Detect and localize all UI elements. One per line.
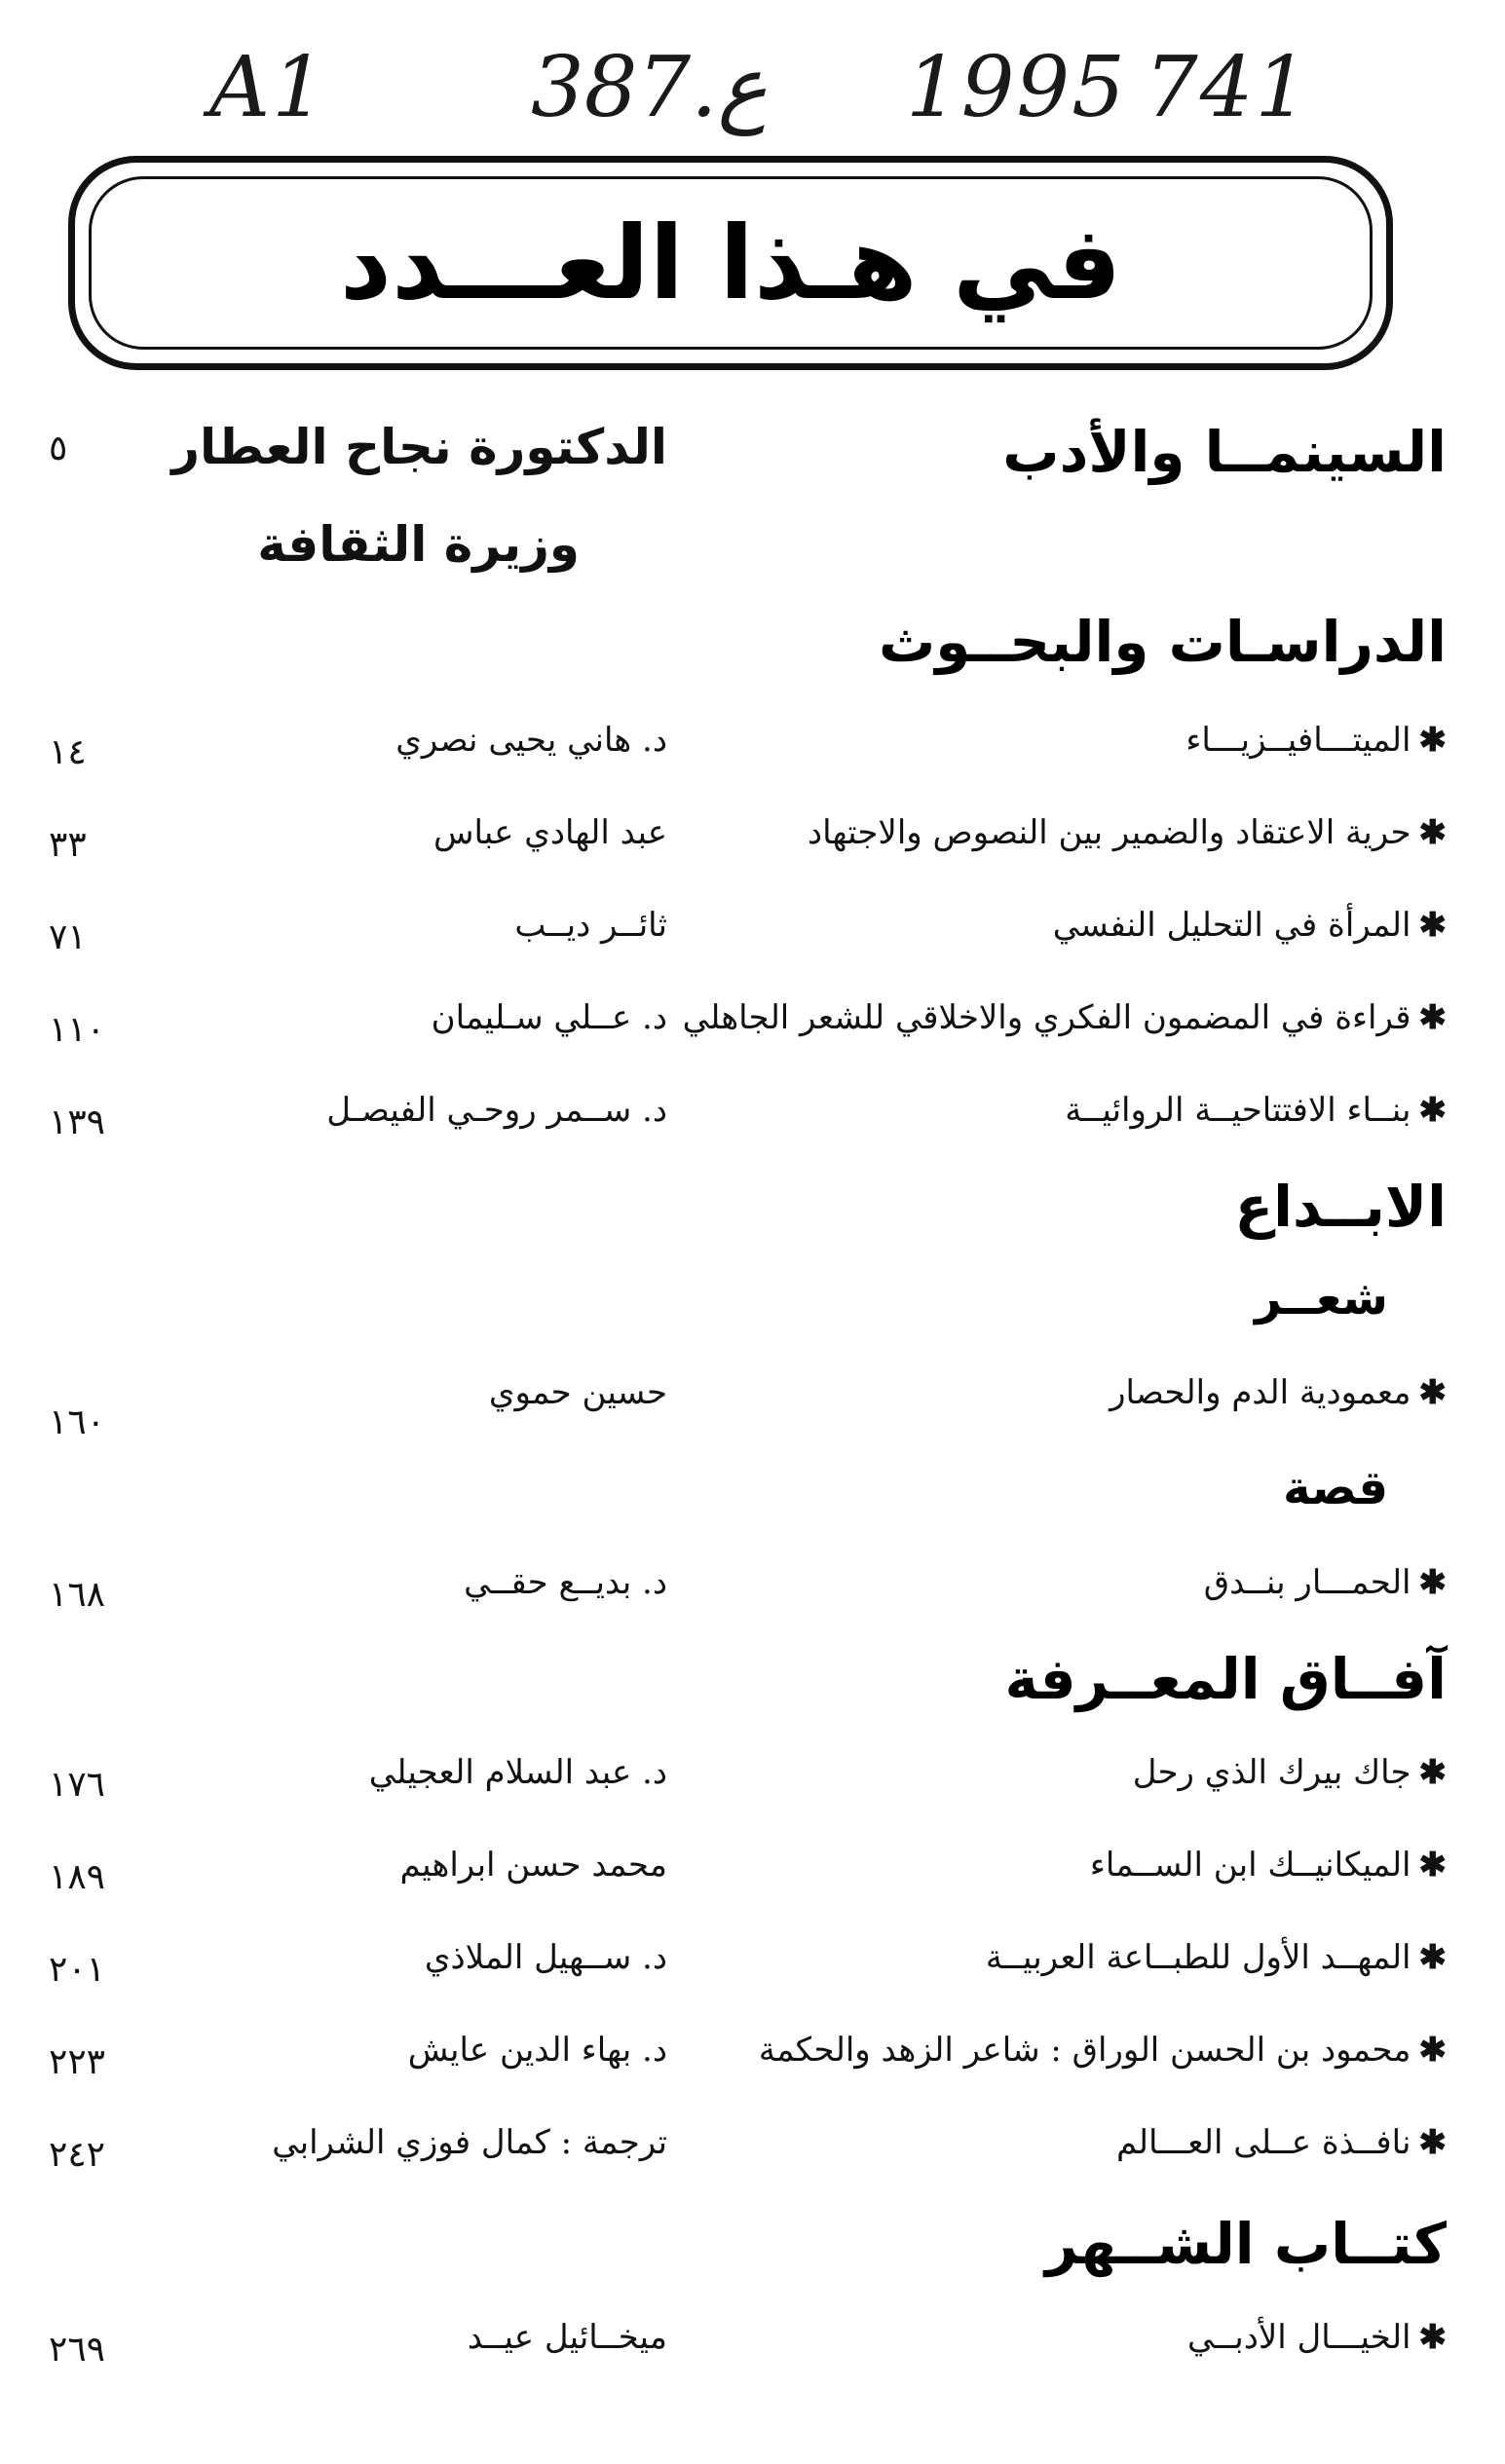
item-page: ١٤ — [49, 732, 87, 772]
section-heading-creativity: الابــداع — [1234, 1174, 1447, 1240]
item-author: د. ســمر روحـي الفيصـل — [326, 1091, 667, 1130]
star-bullet-icon: ✱ — [1418, 1846, 1447, 1885]
item-title: ✱قراءة في المضمون الفكري والاخلاقي للشعر الجاهلي — [682, 998, 1447, 1037]
editorial-author-title: وزيرة الثقافة — [257, 516, 580, 573]
item-title: ✱الحمـــار بنــدق — [1203, 1563, 1447, 1602]
item-title: ✱الخيـــال الأدبــي — [1187, 2318, 1447, 2357]
list-item — [0, 1753, 1505, 1821]
item-page: ٢٦٩ — [49, 2330, 106, 2370]
item-title: ✱نافــذة عــلى العـــالم — [1115, 2123, 1447, 2162]
list-item — [0, 1563, 1505, 1631]
list-item — [0, 1938, 1505, 2006]
star-bullet-icon: ✱ — [1418, 813, 1447, 852]
section-heading-horizons: آفــاق المعــرفة — [1004, 1646, 1447, 1712]
star-bullet-icon: ✱ — [1418, 1938, 1447, 1977]
item-page: ١٣٩ — [49, 1102, 106, 1142]
subsection-heading-story: قصة — [1283, 1461, 1388, 1515]
item-title: ✱الميكانيــك ابن الســماء — [1089, 1846, 1447, 1885]
list-item — [0, 721, 1505, 789]
list-item — [0, 2031, 1505, 2099]
editorial-row — [0, 419, 1505, 487]
star-bullet-icon: ✱ — [1418, 2123, 1447, 2162]
item-author: د. عــلي سـليمان — [431, 998, 667, 1037]
item-author: حسين حموي — [488, 1373, 667, 1412]
item-page: ٧١ — [49, 917, 87, 957]
star-bullet-icon: ✱ — [1418, 1563, 1447, 1602]
item-author: ميخــائيل عيــد — [467, 2318, 667, 2357]
item-author: عبد الهادي عباس — [433, 813, 667, 852]
star-bullet-icon: ✱ — [1418, 2318, 1447, 2357]
item-page: ١٦٠ — [49, 1402, 106, 1442]
star-bullet-icon: ✱ — [1418, 906, 1447, 945]
editorial-author: الدكتورة نجاح العطار — [171, 419, 667, 475]
list-item — [0, 813, 1505, 881]
section-row-horizons — [0, 1646, 1505, 1714]
editorial-page: ٥ — [49, 429, 68, 468]
section-heading-book: كتــاب الشــهر — [1044, 2211, 1447, 2277]
list-item — [0, 906, 1505, 974]
list-item — [0, 1373, 1505, 1441]
list-item — [0, 1846, 1505, 1914]
section-heading-studies: الدراسـات والبحــوث — [878, 609, 1447, 675]
star-bullet-icon: ✱ — [1418, 1753, 1447, 1792]
item-author: د. عبد السلام العجيلي — [368, 1753, 667, 1792]
title-frame — [68, 156, 1393, 370]
list-item — [0, 998, 1505, 1066]
item-author: ترجمة : كمال فوزي الشرابي — [272, 2123, 667, 2162]
editorial-section-heading: السينمــا والأدب — [1002, 419, 1447, 485]
item-page: ١٦٨ — [49, 1575, 106, 1615]
editorial-row-2 — [0, 516, 1505, 584]
star-bullet-icon: ✱ — [1418, 2031, 1447, 2070]
star-bullet-icon: ✱ — [1418, 998, 1447, 1037]
section-row-creativity — [0, 1174, 1505, 1242]
item-title: ✱حرية الاعتقاد والضمير بين النصوص والاجتهاد — [807, 813, 1447, 852]
item-title: ✱معمودية الدم والحصار — [1110, 1373, 1447, 1412]
item-title: ✱الميتـــافيــزيـــاء — [1185, 721, 1447, 760]
item-author: د. بديــع حقــي — [464, 1563, 667, 1602]
item-author: د. هاني يحيى نصري — [395, 721, 667, 760]
list-item — [0, 2123, 1505, 2191]
subsection-row-story — [0, 1461, 1505, 1529]
item-page: ١٨٩ — [49, 1857, 106, 1897]
star-bullet-icon: ✱ — [1418, 1091, 1447, 1130]
star-bullet-icon: ✱ — [1418, 1373, 1447, 1412]
catalog-code-2: 387.ع — [531, 39, 768, 136]
item-author: د. ســهيل الملاذي — [424, 1938, 667, 1977]
page-title: في هـذا العـــدد — [339, 204, 1122, 322]
handwritten-catalog-line — [0, 39, 1505, 156]
section-row-book — [0, 2211, 1505, 2279]
subsection-heading-poetry: شعــر — [1255, 1271, 1388, 1325]
item-author: د. بهاء الدين عايش — [407, 2031, 667, 2070]
item-page: ٢٤٢ — [49, 2135, 106, 2175]
item-title: ✱محمود بن الحسن الوراق : شاعر الزهد والحكمة — [758, 2031, 1447, 2070]
list-item — [0, 1091, 1505, 1159]
catalog-code-1: A1 — [209, 39, 327, 136]
item-page: ٣٣ — [49, 825, 87, 865]
item-page: ١٧٦ — [49, 1765, 106, 1805]
subsection-row-poetry — [0, 1271, 1505, 1339]
item-page: ١١٠ — [49, 1010, 106, 1050]
item-title: ✱جاك بيرك الذي رحل — [1132, 1753, 1447, 1792]
star-bullet-icon: ✱ — [1418, 721, 1447, 760]
title-frame-inner — [89, 176, 1373, 350]
item-page: ٢٠١ — [49, 1950, 106, 1990]
section-row-studies — [0, 609, 1505, 677]
item-author: ثائــر ديــب — [514, 906, 667, 945]
catalog-number: 741 — [1145, 39, 1311, 136]
item-author: محمد حسن ابراهيم — [399, 1846, 667, 1885]
item-title: ✱المهــد الأول للطبــاعة العربيــة — [985, 1938, 1447, 1977]
item-page: ٢٢٣ — [49, 2042, 106, 2082]
item-title: ✱بنــاء الافتتاحيــة الروائيــة — [1065, 1091, 1447, 1130]
catalog-year: 1995 — [906, 39, 1127, 136]
item-title: ✱المرأة في التحليل النفسي — [1052, 906, 1447, 945]
list-item — [0, 2318, 1505, 2386]
